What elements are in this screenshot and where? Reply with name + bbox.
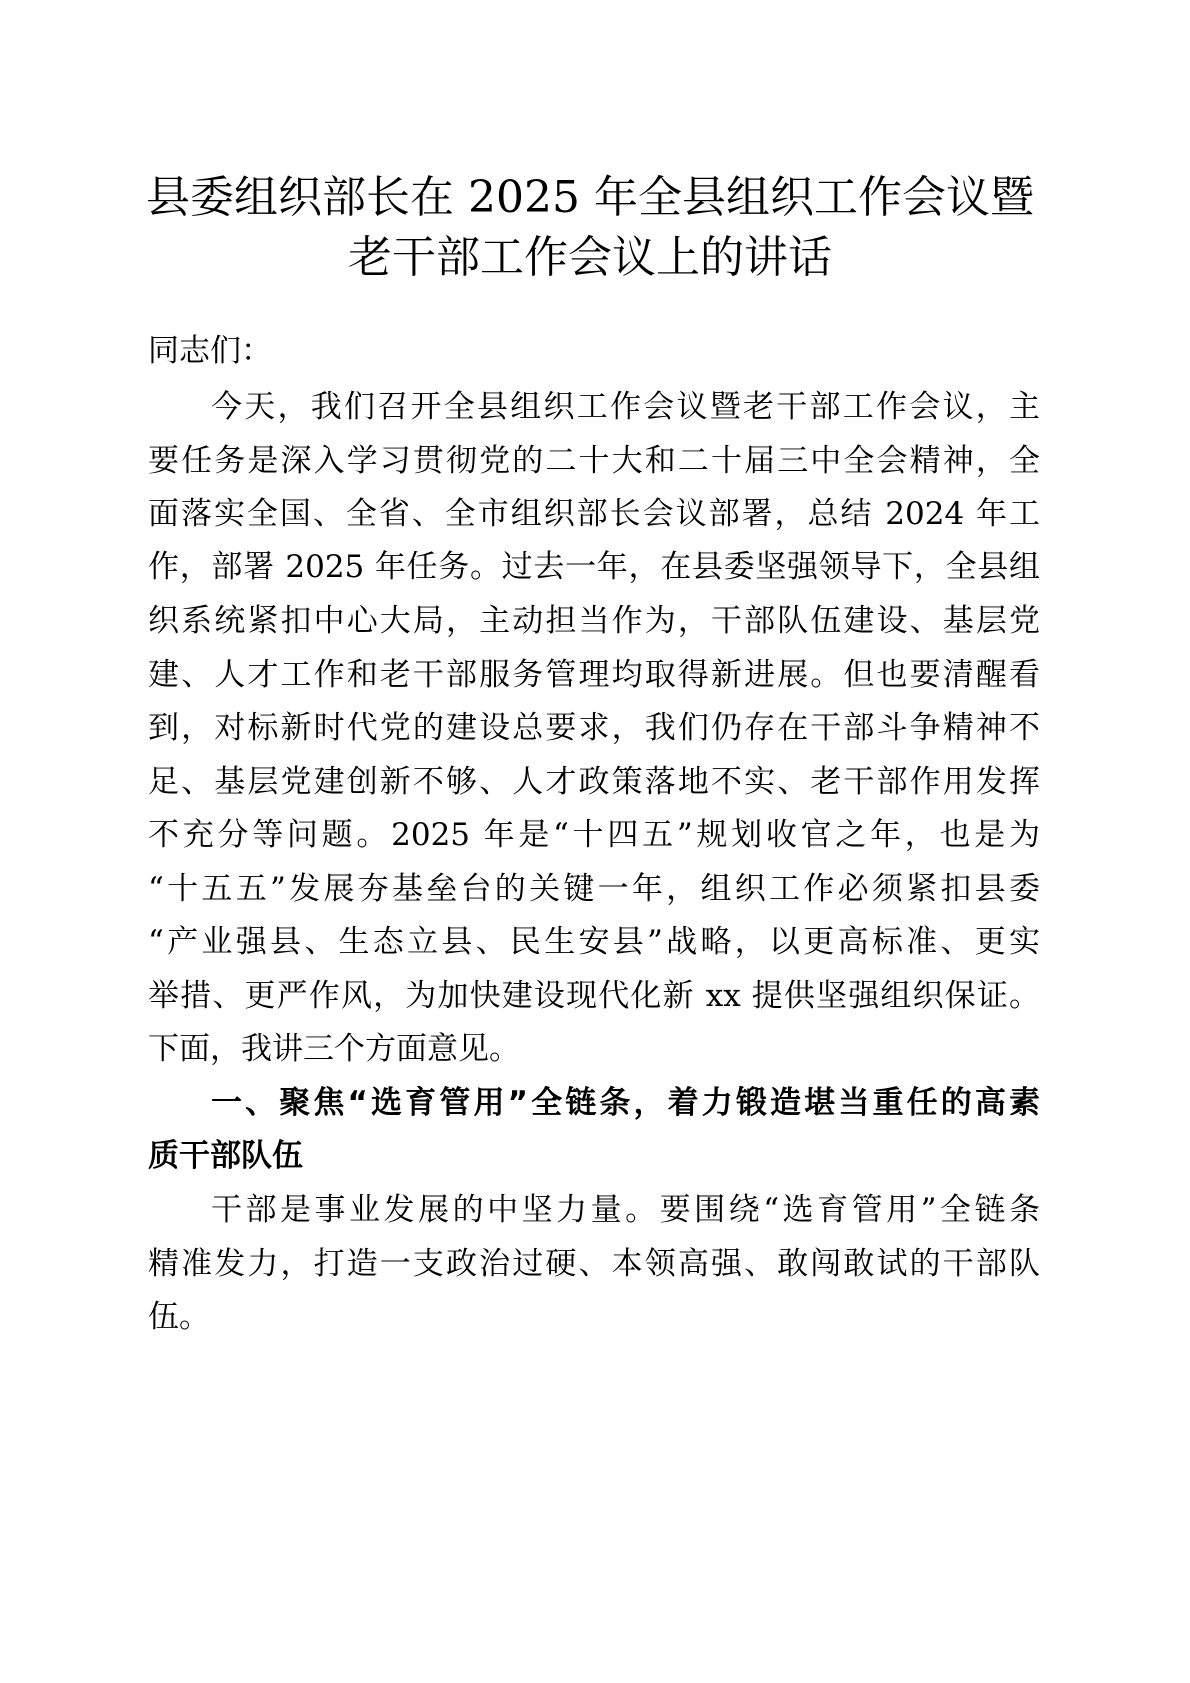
- intro-line: 作，部署 2025 年任务。过去一年，在县委坚强领导下，全县组: [148, 549, 1040, 585]
- section-body-line: 干部是事业发展的中坚力量。要围绕“选育管用”全链条: [211, 1192, 1040, 1228]
- intro-line: 不充分等问题。2025 年是“十四五”规划收官之年，也是为: [148, 817, 1040, 853]
- intro-line: “产业强县、生态立县、民生安县”战略，以更高标准、更实: [148, 924, 1040, 960]
- intro-line: 到，对标新时代党的建设总要求，我们仍存在干部斗争精神不: [148, 710, 1040, 746]
- section-body-line: 精准发力，打造一支政治过硬、本领高强、敢闯敢试的干部队: [148, 1246, 1040, 1282]
- intro-line: “十五五”发展夯基垒台的关键一年，组织工作必须紧扣县委: [148, 871, 1040, 907]
- section-body-line: 伍。: [148, 1299, 210, 1335]
- intro-line: 下面，我讲三个方面意见。: [148, 1031, 520, 1067]
- intro-line: 举措、更严作风，为加快建设现代化新 xx 提供坚强组织保证。: [148, 978, 1040, 1014]
- salutation: 同志们：: [148, 333, 272, 369]
- intro-line: 织系统紧扣中心大局，主动担当作为，干部队伍建设、基层党: [148, 603, 1040, 639]
- document-title-line-2: 老干部工作会议上的讲话: [348, 232, 832, 283]
- section-heading-line-2: 质干部队伍: [148, 1138, 303, 1174]
- intro-line: 足、基层党建创新不够、人才政策落地不实、老干部作用发挥: [148, 764, 1040, 800]
- section-heading-line-1: 一、聚焦“选育管用”全链条，着力锻造堪当重任的高素: [211, 1085, 1040, 1121]
- intro-line: 面落实全国、全省、全市组织部长会议部署，总结 2024 年工: [148, 496, 1040, 532]
- document-title-line-1: 县委组织部长在 2025 年全县组织工作会议暨: [146, 172, 1034, 223]
- intro-line: 建、人才工作和老干部服务管理均取得新进展。但也要清醒看: [148, 657, 1040, 693]
- intro-line: 要任务是深入学习贯彻党的二十大和二十届三中全会精神，全: [148, 443, 1040, 479]
- intro-line: 今天，我们召开全县组织工作会议暨老干部工作会议，主: [211, 389, 1040, 425]
